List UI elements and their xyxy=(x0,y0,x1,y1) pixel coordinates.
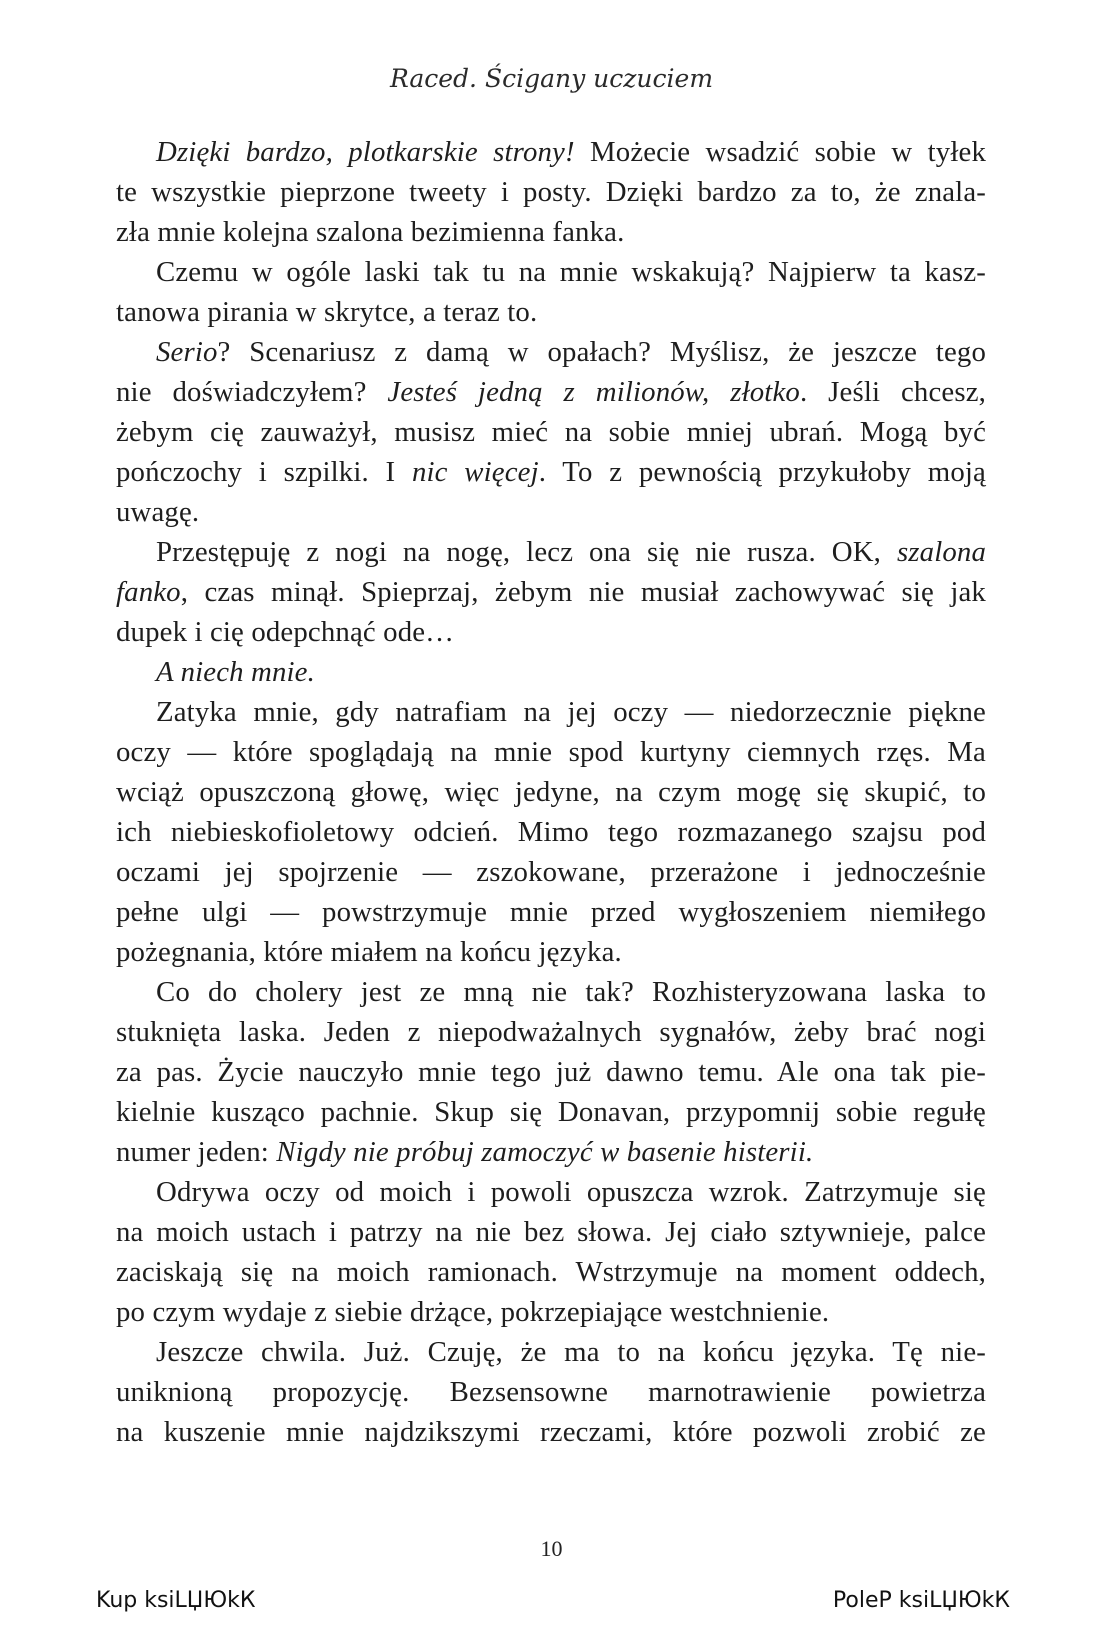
text-span: zła mnie kolejna szalona bezimienna fanka. xyxy=(116,216,625,248)
text-line xyxy=(116,1172,986,1212)
body-text xyxy=(116,132,986,1452)
italic-text: A niech mnie. xyxy=(156,656,315,688)
text-span: pełne ulgi — powstrzymuje mnie przed wygłoszeniem niemiłego xyxy=(116,896,986,928)
text-span: żebym cię zauważył, musisz mieć na sobie mniej ubrań. Mogą być xyxy=(116,416,986,448)
text-span: pończochy i szpilki. I xyxy=(116,456,412,488)
text-span: na kuszenie mnie najdzikszymi rzeczami, które pozwoli zrobić ze xyxy=(116,1416,986,1448)
footer-buy-book-link[interactable]: Kup ksiLЏЮkК xyxy=(96,1588,256,1613)
text-span: dupek i cię odepchnąć ode… xyxy=(116,616,455,648)
text-line xyxy=(116,652,986,692)
text-line xyxy=(116,412,986,452)
page-number: 10 xyxy=(540,1536,563,1561)
text-line xyxy=(116,1332,986,1372)
text-span: Jeszcze chwila. Już. Czuję, że ma to na końcu języka. Tę nie- xyxy=(156,1336,986,1368)
text-span: ich niebieskofioletowy odcień. Mimo tego rozmazanego szajsu pod xyxy=(116,816,986,848)
text-line xyxy=(116,732,986,772)
italic-text: fanko xyxy=(116,576,181,608)
text-span: pożegnania, które miałem na końcu języka. xyxy=(116,936,622,968)
text-span: Odrywa oczy od moich i powoli opuszcza wzrok. Zatrzymuje się xyxy=(156,1176,986,1208)
text-span: stuknięta laska. Jeden z niepodważalnych sygnałów, żeby brać nogi xyxy=(116,1016,986,1048)
text-line xyxy=(116,1292,986,1332)
italic-text: Jesteś jedną z milionów, złotko xyxy=(387,376,800,408)
text-span: . To z pewnością przykułoby moją xyxy=(538,456,986,488)
text-span: tanowa pirania w skrytce, a teraz to. xyxy=(116,296,538,328)
text-span: na moich ustach i patrzy na nie bez słowa. Jej ciało sztywnieje, palce xyxy=(116,1216,986,1248)
text-span: te wszystkie pieprzone tweety i posty. Dzięki bardzo za to, że znala- xyxy=(116,176,986,208)
text-line xyxy=(116,1212,986,1252)
footer-recommend-book-link[interactable]: PoleP ksiLЏЮkК xyxy=(832,1588,1010,1613)
text-line xyxy=(116,372,986,412)
text-span: . Jeśli chcesz, xyxy=(799,376,986,408)
text-span: ? Scenariusz z damą w opałach? Myślisz, że jeszcze tego xyxy=(217,336,986,368)
text-line xyxy=(116,1252,986,1292)
text-span: , czas minął. Spieprzaj, żebym nie musiał zachowywać się jak xyxy=(180,576,986,608)
text-line xyxy=(116,1372,986,1412)
text-line xyxy=(116,532,986,572)
text-line xyxy=(116,1132,986,1172)
italic-text: Serio xyxy=(156,336,218,368)
text-line xyxy=(116,452,986,492)
text-span: oczami jej spojrzenie — zszokowane, przerażone i jednocześnie xyxy=(116,856,986,888)
text-span: uwagę. xyxy=(116,496,200,528)
text-span: numer jeden: xyxy=(116,1136,277,1168)
italic-text: szalona xyxy=(896,536,986,568)
text-line xyxy=(116,332,986,372)
text-span: uniknioną propozycję. Bezsensowne marnotrawienie powietrza xyxy=(116,1376,986,1408)
text-span: wciąż opuszczoną głowę, więc jedyne, na czym mogę się skupić, to xyxy=(116,776,986,808)
text-span: nie doświadczyłem? xyxy=(116,376,388,408)
text-line xyxy=(116,812,986,852)
text-line xyxy=(116,972,986,1012)
text-line xyxy=(116,852,986,892)
text-span: kielnie kusząco pachnie. Skup się Donavan, przypomnij sobie regułę xyxy=(116,1096,986,1128)
text-span: Czemu w ogóle laski tak tu na mnie wskakują? Najpierw ta kasz- xyxy=(156,256,986,288)
text-line xyxy=(116,572,986,612)
text-line xyxy=(116,212,986,252)
text-span: zaciskają się na moich ramionach. Wstrzymuje na moment oddech, xyxy=(116,1256,986,1288)
text-span: po czym wydaje z siebie drżące, pokrzepiające westchnienie. xyxy=(116,1296,830,1328)
text-span: Możecie wsadzić sobie w tyłek xyxy=(574,136,986,168)
text-line xyxy=(116,1412,986,1452)
italic-text: nic więcej xyxy=(411,456,539,488)
text-line xyxy=(116,132,986,172)
text-line xyxy=(116,772,986,812)
text-span: za pas. Życie nauczyło mnie tego już dawno temu. Ale ona tak pie- xyxy=(116,1056,986,1088)
text-line xyxy=(116,1092,986,1132)
text-line xyxy=(116,1012,986,1052)
italic-text: Nigdy nie próbuj zamoczyć w basenie histerii. xyxy=(276,1136,814,1168)
text-line xyxy=(116,932,986,972)
text-line xyxy=(116,892,986,932)
text-line xyxy=(116,172,986,212)
text-line xyxy=(116,492,986,532)
text-line xyxy=(116,292,986,332)
text-line xyxy=(116,612,986,652)
italic-text: Dzięki bardzo, plotkarskie strony! xyxy=(156,136,575,168)
text-line xyxy=(116,1052,986,1092)
text-span: oczy — które spoglądają na mnie spod kurtyny ciemnych rzęs. Ma xyxy=(116,736,986,768)
text-span: Przestępuję z nogi na nogę, lecz ona się nie rusza. OK, xyxy=(156,536,897,568)
text-line xyxy=(116,692,986,732)
running-header: Raced. Ścigany uczuciem xyxy=(389,64,714,93)
text-line xyxy=(116,252,986,292)
text-span: Co do cholery jest ze mną nie tak? Rozhisteryzowana laska to xyxy=(156,976,986,1008)
text-span: Zatyka mnie, gdy natrafiam na jej oczy — niedorzecznie piękne xyxy=(156,696,986,728)
